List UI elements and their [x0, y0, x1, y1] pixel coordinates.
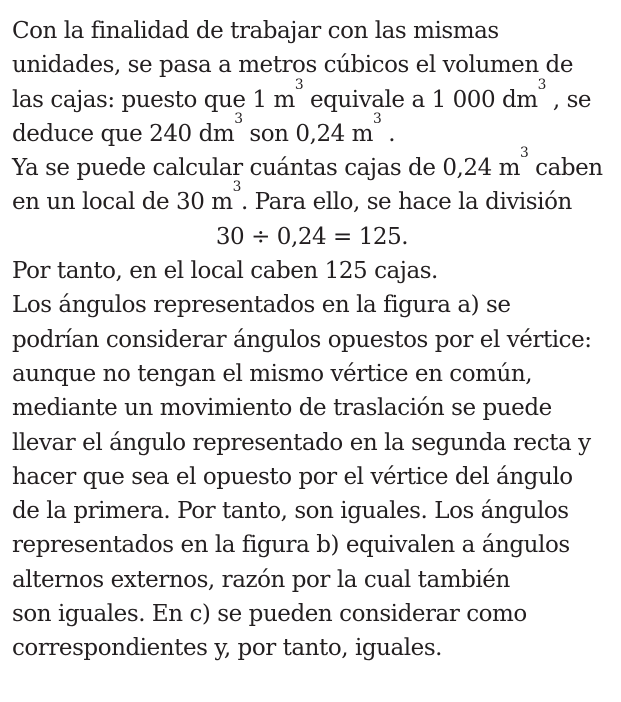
text-line: [12, 631, 612, 665]
text-line: [12, 76, 612, 117]
text-block: [12, 14, 612, 666]
superscript: 3: [232, 179, 241, 196]
text-segment: podrían considerar ángulos opuestos por el vértice:: [12, 326, 592, 353]
text-segment: en un local de 30 m: [12, 189, 233, 216]
text-segment: aunque no tengan el mismo vértice en común,: [12, 360, 533, 387]
text-segment: .: [381, 120, 396, 147]
text-segment: Ya se puede calcular cuántas cajas de 0,24 m: [12, 155, 520, 182]
superscript: 3: [294, 76, 304, 93]
text-line: [12, 48, 612, 82]
text-line: [12, 14, 612, 48]
text-segment: . Para ello, se hace la división: [240, 189, 572, 216]
superscript: 3: [537, 76, 546, 93]
text-segment: mediante un movimiento de traslación se puede: [12, 395, 552, 422]
text-line: [12, 323, 612, 357]
text-segment: representados en la figura b) equivalen a ángulos: [12, 532, 570, 559]
text-line: [12, 597, 612, 631]
text-segment: equivale a 1 000 dm: [303, 86, 538, 113]
paragraph-1: [12, 14, 612, 288]
text-line: [12, 357, 612, 391]
text-line: [12, 254, 612, 288]
text-segment: unidades, se pasa a metros cúbicos el volumen de: [12, 52, 573, 79]
text-line: [12, 528, 612, 562]
text-line: [12, 460, 612, 494]
text-segment: caben: [528, 155, 603, 182]
text-line: [12, 391, 612, 425]
text-segment: son 0,24 m: [242, 120, 374, 147]
text-segment: , se: [545, 86, 592, 113]
text-segment: 30 ÷ 0,24 = 125.: [215, 223, 409, 250]
text-line: [12, 494, 612, 528]
superscript: 3: [234, 110, 243, 127]
text-line: [12, 288, 612, 322]
text-segment: Por tanto, en el local caben 125 cajas.: [12, 258, 438, 285]
text-segment: llevar el ángulo representado en la segunda recta y: [12, 429, 591, 456]
text-line: [12, 179, 612, 219]
superscript: 3: [373, 110, 382, 127]
text-line: [12, 426, 612, 460]
text-segment: alternos externos, razón por la cual también: [12, 566, 510, 593]
paragraph-2: [12, 288, 612, 665]
text-line: [12, 145, 612, 185]
text-segment: son iguales. En c) se pueden considerar como: [12, 601, 527, 628]
text-segment: deduce que 240 dm: [12, 120, 235, 147]
text-segment: de la primera. Por tanto, son iguales. Los ángulos: [12, 498, 569, 525]
text-segment: hacer que sea el opuesto por el vértice del ángulo: [12, 463, 573, 490]
text-segment: Los ángulos representados en la figura a) se: [12, 292, 511, 319]
text-segment: las cajas: puesto que 1 m: [12, 86, 295, 113]
equation-line: [12, 220, 612, 254]
text-segment: Con la finalidad de trabajar con las mismas: [12, 18, 499, 44]
text-segment: correspondientes y, por tanto, iguales.: [12, 635, 443, 662]
text-line: [12, 563, 612, 597]
superscript: 3: [519, 145, 529, 162]
